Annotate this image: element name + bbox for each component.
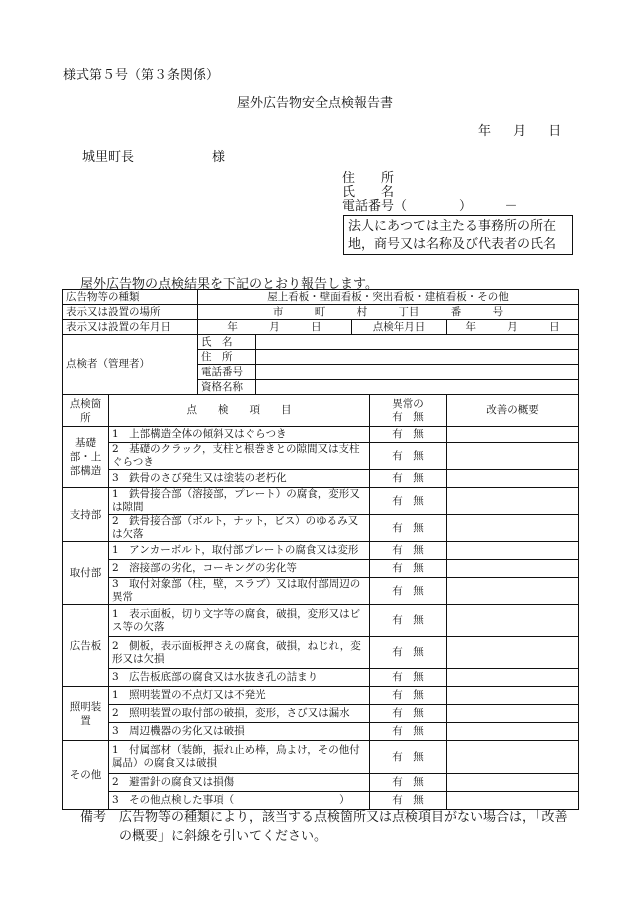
inspector-address-value[interactable] <box>256 350 579 365</box>
yes-no-cell[interactable] <box>370 792 447 810</box>
inspection-table <box>62 289 579 810</box>
yes-no-cell[interactable] <box>370 705 447 723</box>
no-option[interactable]: 無 <box>413 750 424 763</box>
spacer <box>403 776 414 788</box>
check-item: 3 鉄骨のさび発生又は塗装の老朽化 <box>109 470 370 488</box>
yes-no-cell[interactable] <box>370 542 447 560</box>
improvement-cell[interactable] <box>447 687 579 705</box>
table-row <box>63 705 579 723</box>
yes-option[interactable]: 有 <box>392 646 403 658</box>
section-label: その他 <box>63 741 109 810</box>
table-row <box>63 774 579 792</box>
spacer <box>403 472 414 484</box>
yes-option[interactable]: 有 <box>392 689 403 701</box>
table-row <box>63 488 579 515</box>
yes-option[interactable]: 有 <box>392 562 403 574</box>
yes-no-cell[interactable] <box>370 687 447 705</box>
yes-option[interactable]: 有 <box>392 428 403 440</box>
intro-text: 屋外広告物の点検結果を下記のとおり報告します。 <box>80 277 378 292</box>
improvement-cell[interactable] <box>447 488 579 515</box>
yes-option[interactable]: 有 <box>392 521 403 534</box>
abnormal-header <box>370 395 447 427</box>
table-row <box>63 560 579 578</box>
check-item: 3 その他点検した事項（ ） <box>109 792 370 810</box>
spacer <box>403 725 414 737</box>
check-item: 3 広告板底部の腐食又は水抜き孔の詰まり <box>109 669 370 687</box>
yes-no-cell[interactable] <box>370 427 447 443</box>
section-label: 支持部 <box>63 488 109 542</box>
yes-no-cell[interactable] <box>370 443 447 470</box>
improvement-cell[interactable] <box>447 443 579 470</box>
no-option[interactable]: 無 <box>413 689 424 701</box>
table-row <box>63 427 579 443</box>
check-item: 2 照明装置の取付部の破損，変形，さび又は漏水 <box>109 705 370 723</box>
inspector-field-label: 氏 名 <box>198 335 256 350</box>
section-label: 広告板 <box>63 605 109 687</box>
type-value: 屋上看板・壁面看板・突出看板・建植看板・その他 <box>198 290 579 305</box>
yes-no-cell[interactable] <box>370 723 447 741</box>
inspector-phone-value[interactable] <box>256 365 579 380</box>
spacer <box>403 689 414 701</box>
section-label: 基礎部・上部構造 <box>63 427 109 488</box>
check-item: 1 上部構造全体の傾斜又はぐらつき <box>109 427 370 443</box>
yes-option[interactable]: 有 <box>392 472 403 484</box>
improvement-cell[interactable] <box>447 605 579 637</box>
table-row <box>63 605 579 637</box>
check-item: 1 付属部材（装飾，振れ止め棒，鳥よけ，その他付属品）の腐食又は破損 <box>109 741 370 774</box>
document-title: 屋外広告物安全点検報告書 <box>236 96 393 111</box>
abnormal-header-label: 異常の <box>392 397 424 410</box>
yes-no-cell[interactable] <box>370 470 447 488</box>
check-item: 2 側板，表示面板押さえの腐食，破損，ねじれ，変形又は欠損 <box>109 637 370 669</box>
spacer <box>403 794 414 806</box>
no-option[interactable]: 無 <box>413 428 424 440</box>
spacer <box>403 428 414 440</box>
table-row <box>63 443 579 470</box>
improvement-cell[interactable] <box>447 578 579 605</box>
yes-option[interactable]: 有 <box>392 707 403 719</box>
yes-option[interactable]: 有 <box>392 544 403 556</box>
improvement-cell[interactable] <box>447 723 579 741</box>
table-row <box>63 515 579 542</box>
no-option[interactable]: 無 <box>413 472 424 484</box>
improvement-cell[interactable] <box>447 427 579 443</box>
inspector-field-label: 住 所 <box>198 350 256 365</box>
remarks-line-2: の概要」に斜線を引いてください。 <box>80 829 328 844</box>
addressee: 城里町長 <box>82 150 135 165</box>
yes-option[interactable]: 有 <box>392 584 403 597</box>
spacer <box>403 450 414 462</box>
check-item: 1 照明装置の不点灯又は不発光 <box>109 687 370 705</box>
no-option[interactable]: 無 <box>413 646 424 658</box>
improvement-cell[interactable] <box>447 515 579 542</box>
yes-option[interactable]: 有 <box>392 494 403 507</box>
table-row <box>63 669 579 687</box>
type-label: 広告物等の種類 <box>63 290 198 305</box>
remarks <box>80 808 568 846</box>
honorific: 様 <box>212 150 226 165</box>
section-label: 照明装置 <box>63 687 109 741</box>
yes-no-cell[interactable] <box>370 560 447 578</box>
yes-no-cell[interactable] <box>370 637 447 669</box>
table-row <box>63 741 579 774</box>
item-header: 点 検 項 目 <box>109 395 370 427</box>
section-label: 取付部 <box>63 542 109 605</box>
improvement-cell[interactable] <box>447 792 579 810</box>
improvement-cell[interactable] <box>447 542 579 560</box>
no-option[interactable]: 無 <box>413 776 424 788</box>
form-number: 様式第５号（第３条関係） <box>63 68 220 83</box>
spacer <box>403 707 414 719</box>
inspector-field-label: 電話番号 <box>198 365 256 380</box>
check-item: 3 取付対象部（柱，壁，スラブ）又は取付部周辺の異常 <box>109 578 370 605</box>
inspector-label: 点検者（管理者） <box>63 335 198 395</box>
spacer <box>403 522 414 534</box>
yes-no-header-label: 有 無 <box>392 410 424 423</box>
improvement-cell[interactable] <box>447 705 579 723</box>
no-option[interactable]: 無 <box>413 562 424 574</box>
improvement-cell[interactable] <box>447 470 579 488</box>
improvement-cell[interactable] <box>447 637 579 669</box>
yes-option[interactable]: 有 <box>392 794 403 806</box>
no-option[interactable]: 無 <box>413 584 424 597</box>
report-date: 年 月 日 <box>478 124 562 139</box>
inspect-date-value[interactable]: 年 月 日 <box>447 320 579 335</box>
yes-option[interactable]: 有 <box>392 776 403 788</box>
inspector-field-label: 資格名称 <box>198 380 256 395</box>
yes-option[interactable]: 有 <box>392 614 403 626</box>
no-option[interactable]: 無 <box>413 671 424 683</box>
table-row <box>63 542 579 560</box>
yes-no-cell[interactable] <box>370 515 447 542</box>
set-date-label: 表示又は設置の年月日 <box>63 320 198 335</box>
table-row <box>63 637 579 669</box>
no-option[interactable]: 無 <box>413 494 424 507</box>
no-option[interactable]: 無 <box>413 544 424 556</box>
table-row <box>63 792 579 810</box>
spacer <box>403 585 414 597</box>
improvement-cell[interactable] <box>447 741 579 774</box>
improvement-header: 改善の概要 <box>447 395 579 427</box>
inspector-name-value[interactable] <box>256 335 579 350</box>
spacer <box>403 614 414 626</box>
yes-option[interactable]: 有 <box>392 449 403 462</box>
check-item: 2 基礎のクラック，支柱と根巻きとの隙間又は支柱ぐらつき <box>109 443 370 470</box>
check-item: 2 溶接部の劣化，コーキングの劣化等 <box>109 560 370 578</box>
improvement-cell[interactable] <box>447 669 579 687</box>
yes-no-cell[interactable] <box>370 774 447 792</box>
yes-no-cell[interactable] <box>370 488 447 515</box>
place-label: 表示又は設置の場所 <box>63 305 198 320</box>
applicant-name-label: 氏 名 <box>342 185 395 200</box>
improvement-cell[interactable] <box>447 560 579 578</box>
yes-no-cell[interactable] <box>370 605 447 637</box>
no-option[interactable]: 無 <box>413 725 424 737</box>
set-date-value[interactable]: 年 月 日 <box>198 320 352 335</box>
spacer <box>403 562 414 574</box>
inspector-qualification-value[interactable] <box>256 380 579 395</box>
check-item: 1 鉄骨接合部（溶接部，プレート）の腐食，変形又は隙間 <box>109 488 370 515</box>
table-row <box>63 723 579 741</box>
applicant-phone-label: 電話番号（ ） － <box>342 199 518 214</box>
remarks-line-1: 備考 広告物等の種類により，該当する点検箇所又は点検項目がない場合は，「改善 <box>80 810 568 825</box>
no-option[interactable]: 無 <box>413 794 424 806</box>
check-item: 2 鉄骨接合部（ボルト，ナット，ビス）のゆるみ又は欠落 <box>109 515 370 542</box>
check-item: 3 周辺機器の劣化又は破損 <box>109 723 370 741</box>
check-item: 1 アンカーボルト，取付部プレートの腐食又は変形 <box>109 542 370 560</box>
spacer <box>403 646 414 658</box>
yes-option[interactable]: 有 <box>392 671 403 683</box>
check-item: 1 表示面板，切り文字等の腐食，破損，変形又はビス等の欠落 <box>109 605 370 637</box>
no-option[interactable]: 無 <box>413 521 424 534</box>
yes-option[interactable]: 有 <box>392 750 403 763</box>
table-row <box>63 578 579 605</box>
yes-no-cell[interactable] <box>370 578 447 605</box>
spacer <box>403 751 414 763</box>
part-header: 点検箇所 <box>63 395 109 427</box>
spacer <box>403 544 414 556</box>
table-row <box>63 687 579 705</box>
applicant-address-label: 住 所 <box>342 171 395 186</box>
spacer <box>403 671 414 683</box>
applicant-block <box>342 172 518 214</box>
no-option[interactable]: 無 <box>413 707 424 719</box>
yes-option[interactable]: 有 <box>392 725 403 737</box>
yes-no-cell[interactable] <box>370 669 447 687</box>
spacer <box>403 495 414 507</box>
yes-no-cell[interactable] <box>370 741 447 774</box>
inspect-date-label: 点検年月日 <box>352 320 447 335</box>
no-option[interactable]: 無 <box>413 449 424 462</box>
table-row <box>63 470 579 488</box>
corporation-note-box: 法人にあつては主たる事務所の所在地，商号又は名称及び代表者の氏名 <box>343 215 573 255</box>
no-option[interactable]: 無 <box>413 614 424 626</box>
improvement-cell[interactable] <box>447 774 579 792</box>
place-value[interactable]: 市 町 村 丁目 番 号 <box>198 305 579 320</box>
check-item: 2 避雷針の腐食又は損傷 <box>109 774 370 792</box>
